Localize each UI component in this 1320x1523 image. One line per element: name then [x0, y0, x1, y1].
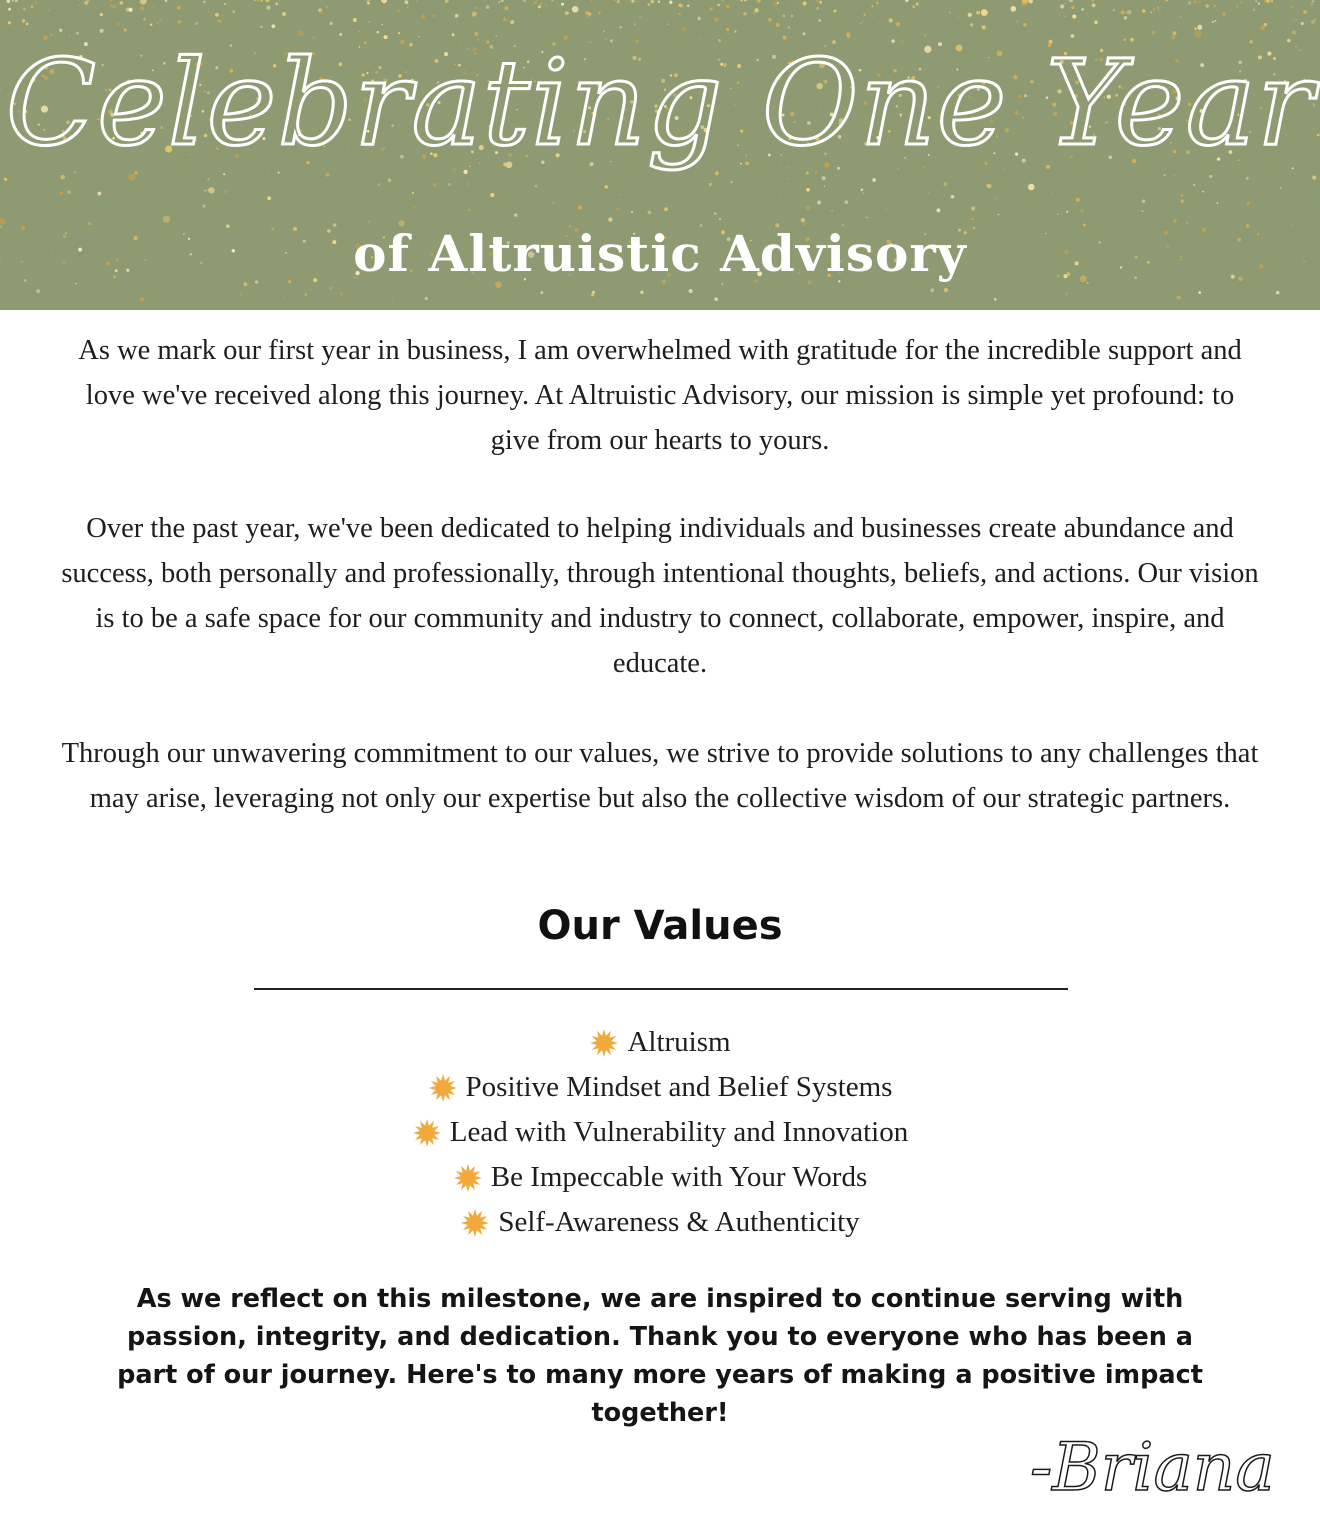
- values-list: [0, 1020, 1320, 1245]
- sparkle-star-icon: [589, 1028, 619, 1058]
- signature: -Briana: [1030, 1429, 1275, 1506]
- intro-paragraph-1: As we mark our first year in business, I am overwhelmed with gratitude for the incredible support and love we've received along this journey. At Altruistic Advisory, our mission is simple yet profound: to give from our hearts to yours.: [78, 335, 1242, 456]
- closing-message: As we reflect on this milestone, we are inspired to continue serving with passion, integrity, and dedication. Thank you to everyone who has been a part of our journey. Here's to many more years of making a positive impact together!: [117, 1284, 1203, 1428]
- intro-paragraph-2: Over the past year, we've been dedicated to helping individuals and businesses create abundance and success, both personally and professionally, through intentional thoughts, beliefs, and actions. Our vision is to be a safe space for our community and industry to connect, collaborate, empower, inspire, and educate.: [61, 513, 1259, 679]
- banner-subtitle: of Altruistic Advisory: [353, 224, 967, 283]
- value-item: [0, 1065, 1320, 1110]
- sparkle-star-icon: [453, 1163, 483, 1193]
- value-item: [0, 1155, 1320, 1200]
- value-item-label: Be Impeccable with Your Words: [490, 1161, 868, 1193]
- value-item: [0, 1200, 1320, 1245]
- sparkle-star-icon: [412, 1118, 442, 1148]
- sparkle-star-icon: [460, 1208, 490, 1238]
- header-banner: [0, 0, 1320, 310]
- value-item-label: Altruism: [627, 1026, 731, 1058]
- value-item-label: Lead with Vulnerability and Innovation: [449, 1116, 909, 1148]
- value-item: [0, 1020, 1320, 1065]
- banner-title: Celebrating One Year: [5, 34, 1315, 172]
- value-item: [0, 1110, 1320, 1155]
- value-item-label: Positive Mindset and Belief Systems: [465, 1071, 893, 1103]
- values-divider: [254, 988, 1068, 990]
- value-item-label: Self-Awareness & Authenticity: [498, 1206, 860, 1238]
- intro-paragraph-3: Through our unwavering commitment to our values, we strive to provide solutions to any challenges that may arise, leveraging not only our expertise but also the collective wisdom of our strategic partners.: [61, 738, 1259, 814]
- values-heading: Our Values: [537, 903, 783, 949]
- sparkle-star-icon: [428, 1073, 458, 1103]
